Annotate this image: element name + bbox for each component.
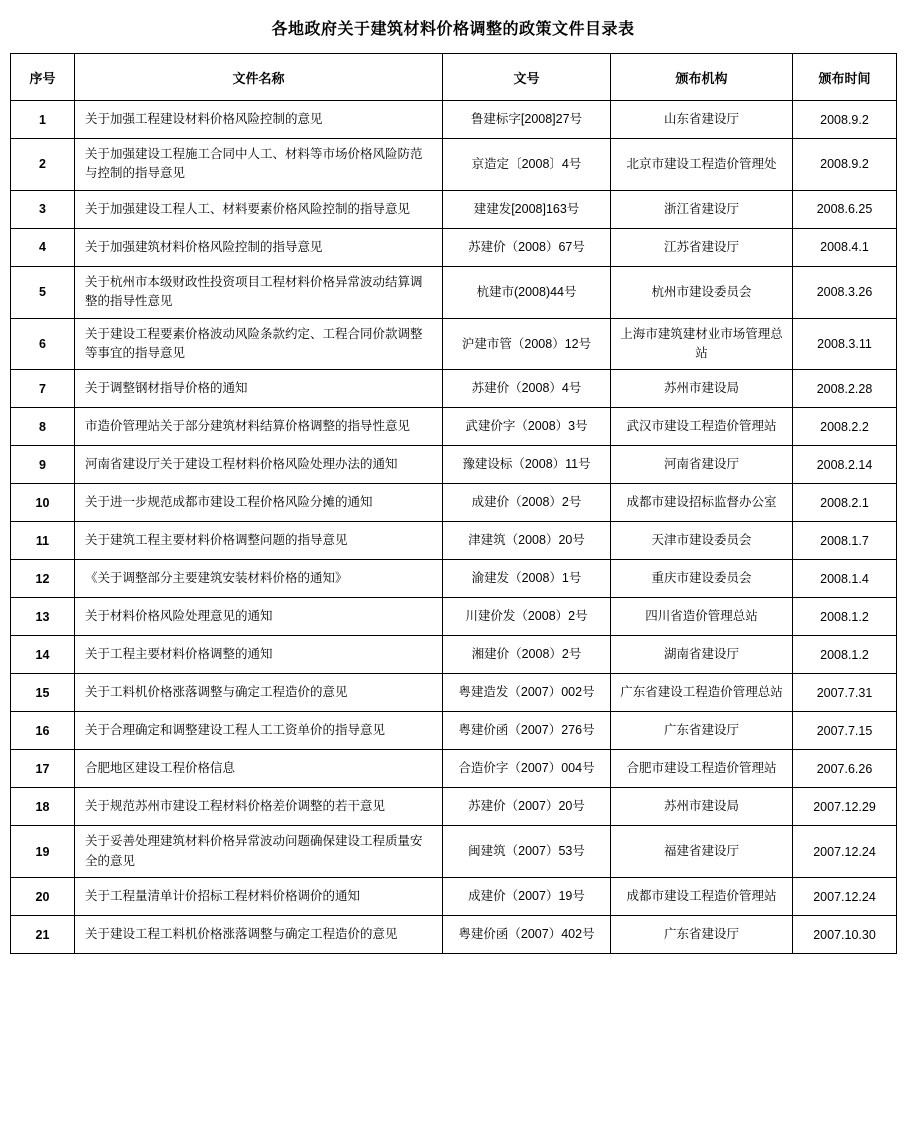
cell-date: 2008.3.11 [793,318,897,370]
cell-date: 2007.7.31 [793,674,897,712]
cell-org: 河南省建设厅 [611,446,793,484]
table-row [11,826,897,878]
cell-org: 成都市建设招标监督办公室 [611,484,793,522]
cell-name: 《关于调整部分主要建筑安装材料价格的通知》 [75,560,443,598]
cell-name: 关于加强建设工程施工合同中人工、材料等市场价格风险防范与控制的指导意见 [75,139,443,191]
cell-docnum: 苏建价（2007）20号 [443,788,611,826]
cell-no: 8 [11,408,75,446]
cell-name: 关于工程量清单计价招标工程材料价格调价的通知 [75,878,443,916]
table-row [11,101,897,139]
cell-name: 关于材料价格风险处理意见的通知 [75,598,443,636]
cell-docnum: 苏建价（2008）4号 [443,370,611,408]
cell-org: 广东省建设厅 [611,712,793,750]
cell-no: 7 [11,370,75,408]
cell-no: 12 [11,560,75,598]
cell-no: 17 [11,750,75,788]
cell-docnum: 京造定〔2008〕4号 [443,139,611,191]
cell-date: 2007.12.29 [793,788,897,826]
cell-name: 关于调整钢材指导价格的通知 [75,370,443,408]
cell-docnum: 津建筑（2008）20号 [443,522,611,560]
cell-name: 关于工料机价格涨落调整与确定工程造价的意见 [75,674,443,712]
cell-docnum: 苏建价（2008）67号 [443,228,611,266]
table-header-row [11,54,897,101]
table-row [11,674,897,712]
cell-no: 13 [11,598,75,636]
cell-date: 2007.10.30 [793,916,897,954]
table-row [11,712,897,750]
cell-org: 浙江省建设厅 [611,190,793,228]
table-row [11,139,897,191]
cell-date: 2007.12.24 [793,826,897,878]
column-header-name: 文件名称 [75,54,443,101]
cell-date: 2008.2.14 [793,446,897,484]
table-row [11,788,897,826]
cell-date: 2008.2.1 [793,484,897,522]
cell-name: 合肥地区建设工程价格信息 [75,750,443,788]
cell-org: 上海市建筑建材业市场管理总站 [611,318,793,370]
cell-org: 山东省建设厅 [611,101,793,139]
table-row [11,446,897,484]
cell-date: 2008.3.26 [793,266,897,318]
cell-date: 2008.9.2 [793,101,897,139]
cell-date: 2007.6.26 [793,750,897,788]
cell-date: 2008.1.2 [793,636,897,674]
table-body [11,101,897,954]
table-row [11,266,897,318]
cell-org: 苏州市建设局 [611,370,793,408]
table-row [11,228,897,266]
table-row [11,750,897,788]
cell-docnum: 武建价字（2008）3号 [443,408,611,446]
cell-org: 苏州市建设局 [611,788,793,826]
cell-name: 关于合理确定和调整建设工程人工工资单价的指导意见 [75,712,443,750]
cell-docnum: 成建价（2008）2号 [443,484,611,522]
cell-name: 关于进一步规范成都市建设工程价格风险分摊的通知 [75,484,443,522]
cell-org: 广东省建设工程造价管理总站 [611,674,793,712]
cell-no: 20 [11,878,75,916]
cell-no: 16 [11,712,75,750]
cell-no: 2 [11,139,75,191]
cell-no: 3 [11,190,75,228]
cell-docnum: 建建发[2008]163号 [443,190,611,228]
cell-docnum: 合造价字（2007）004号 [443,750,611,788]
cell-org: 杭州市建设委员会 [611,266,793,318]
cell-docnum: 豫建设标（2008）11号 [443,446,611,484]
cell-no: 14 [11,636,75,674]
cell-no: 6 [11,318,75,370]
cell-no: 19 [11,826,75,878]
table-row [11,878,897,916]
cell-docnum: 闽建筑（2007）53号 [443,826,611,878]
cell-date: 2007.7.15 [793,712,897,750]
cell-docnum: 粤建价函（2007）402号 [443,916,611,954]
cell-org: 福建省建设厅 [611,826,793,878]
table-row [11,598,897,636]
table-row [11,484,897,522]
cell-docnum: 湘建价（2008）2号 [443,636,611,674]
cell-name: 市造价管理站关于部分建筑材料结算价格调整的指导性意见 [75,408,443,446]
table-row [11,636,897,674]
cell-org: 北京市建设工程造价管理处 [611,139,793,191]
cell-name: 关于妥善处理建筑材料价格异常波动问题确保建设工程质量安全的意见 [75,826,443,878]
cell-org: 湖南省建设厅 [611,636,793,674]
cell-docnum: 杭建市(2008)44号 [443,266,611,318]
cell-name: 关于工程主要材料价格调整的通知 [75,636,443,674]
cell-date: 2008.1.7 [793,522,897,560]
table-row [11,190,897,228]
column-header-org: 颁布机构 [611,54,793,101]
cell-date: 2008.1.4 [793,560,897,598]
column-header-date: 颁布时间 [793,54,897,101]
cell-org: 天津市建设委员会 [611,522,793,560]
table-row [11,560,897,598]
cell-name: 关于加强建筑材料价格风险控制的指导意见 [75,228,443,266]
cell-docnum: 粤建价函（2007）276号 [443,712,611,750]
cell-org: 合肥市建设工程造价管理站 [611,750,793,788]
cell-name: 关于加强建设工程人工、材料要素价格风险控制的指导意见 [75,190,443,228]
cell-no: 15 [11,674,75,712]
cell-date: 2008.2.2 [793,408,897,446]
cell-name: 河南省建设厅关于建设工程材料价格风险处理办法的通知 [75,446,443,484]
cell-docnum: 渝建发（2008）1号 [443,560,611,598]
cell-date: 2008.1.2 [793,598,897,636]
cell-no: 4 [11,228,75,266]
page-title: 各地政府关于建筑材料价格调整的政策文件目录表 [271,21,635,38]
table-row [11,318,897,370]
table-row [11,370,897,408]
cell-name: 关于加强工程建设材料价格风险控制的意见 [75,101,443,139]
cell-org: 武汉市建设工程造价管理站 [611,408,793,446]
cell-no: 21 [11,916,75,954]
cell-org: 四川省造价管理总站 [611,598,793,636]
cell-no: 5 [11,266,75,318]
table-header [11,54,897,101]
table-row [11,408,897,446]
cell-name: 关于规范苏州市建设工程材料价格差价调整的若干意见 [75,788,443,826]
cell-name: 关于建设工程工料机价格涨落调整与确定工程造价的意见 [75,916,443,954]
cell-org: 江苏省建设厅 [611,228,793,266]
cell-date: 2008.9.2 [793,139,897,191]
table-row [11,916,897,954]
cell-date: 2007.12.24 [793,878,897,916]
cell-name: 关于建设工程要素价格波动风险条款约定、工程合同价款调整等事宜的指导意见 [75,318,443,370]
cell-org: 广东省建设厅 [611,916,793,954]
cell-date: 2008.4.1 [793,228,897,266]
column-header-no: 序号 [11,54,75,101]
cell-no: 10 [11,484,75,522]
cell-no: 18 [11,788,75,826]
cell-no: 11 [11,522,75,560]
cell-name: 关于建筑工程主要材料价格调整问题的指导意见 [75,522,443,560]
cell-docnum: 粤建造发（2007）002号 [443,674,611,712]
cell-docnum: 成建价（2007）19号 [443,878,611,916]
cell-date: 2008.2.28 [793,370,897,408]
policy-document-table [10,53,897,954]
cell-docnum: 川建价发（2008）2号 [443,598,611,636]
cell-org: 成都市建设工程造价管理站 [611,878,793,916]
cell-name: 关于杭州市本级财政性投资项目工程材料价格异常波动结算调整的指导性意见 [75,266,443,318]
cell-no: 1 [11,101,75,139]
table-row [11,522,897,560]
column-header-docnum: 文号 [443,54,611,101]
cell-org: 重庆市建设委员会 [611,560,793,598]
cell-docnum: 鲁建标字[2008]27号 [443,101,611,139]
cell-docnum: 沪建市管（2008）12号 [443,318,611,370]
cell-no: 9 [11,446,75,484]
cell-date: 2008.6.25 [793,190,897,228]
